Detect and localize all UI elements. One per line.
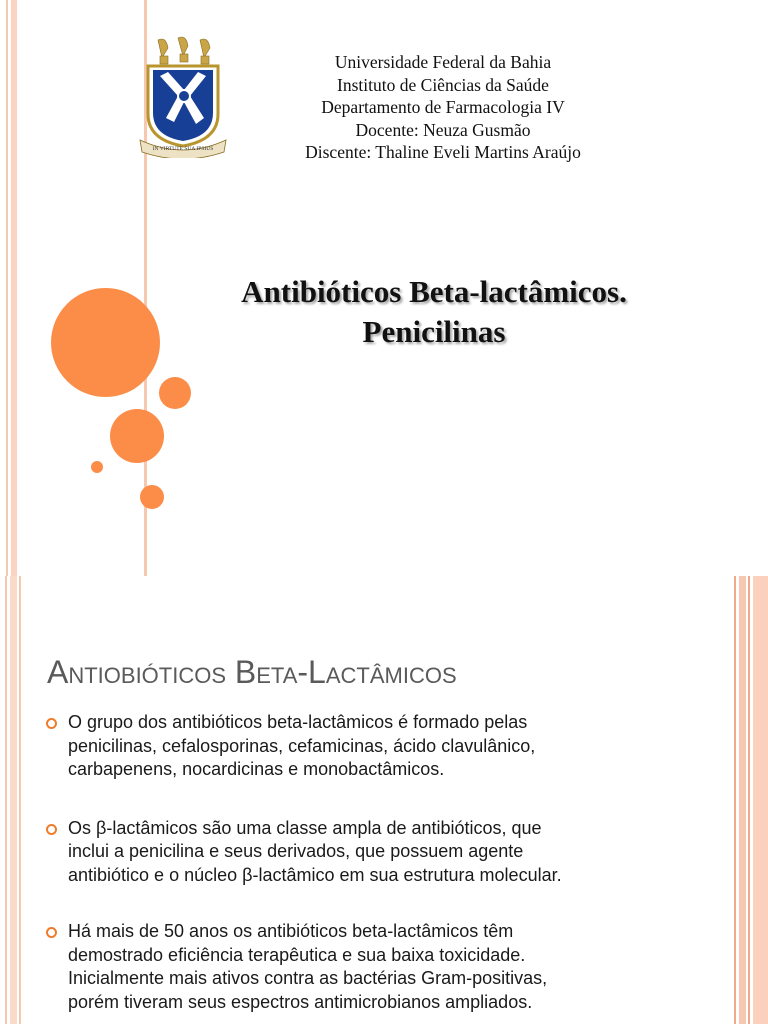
title-line-1: Antibióticos Beta-lactâmicos. [241,274,627,309]
bullet-item [46,817,726,888]
left-stripe [11,0,17,576]
crest-motto: IN VIRTUTE SUA IPSIUS [152,146,214,152]
department-name: Departamento de Farmacologia IV [321,97,565,117]
left-stripe [19,576,21,1024]
bullet-item [46,920,726,1014]
university-name: Universidade Federal da Bahia [334,52,552,72]
decorative-circle-tiny [91,461,103,473]
bullet-text: Há mais de 50 anos os antibióticos beta-lactâmicos têm demostrado eficiência terapêutica e sua baixa toxicidade. Inicialmente mais ativos contra as bactérias Gram-positivas, porém tiveram seus espectros antimicrobianos ampliados. [68,921,548,1012]
bullet-text: O grupo dos antibióticos beta-lactâmicos é formado pelas penicilinas, cefalosporinas, cefamicinas, ácido clavulânico, carbapenens, nocardicinas e monobactâmicos. [68,712,536,779]
decorative-circle-small [159,377,191,409]
bullet-item [46,711,726,782]
decorative-circle-small [140,485,164,509]
right-stripe [753,576,768,1024]
right-stripe [748,576,750,1024]
bullet-text: Os β-lactâmicos são uma classe ampla de antibióticos, que inclui a penicilina e seus derivados, que possuem agente antibiótico e o núcleo β-lactâmico em sua estrutura molecular. [68,817,562,885]
student-name: Discente: Thaline Eveli Martins Araújo [305,142,581,162]
bullet-list [46,711,726,1014]
institute-name: Instituto de Ciências da Saúde [337,74,549,95]
institution-header [252,51,634,164]
decorative-circle-large [51,288,160,397]
bullet-circle-icon [46,718,57,729]
slide-2-title: Antiobióticos Beta-Lactâmicos [47,654,457,690]
left-stripe [5,576,7,1024]
bullet-circle-icon [46,927,57,938]
left-stripe [10,576,17,1024]
title-line-2: Penicilinas [362,314,506,349]
bullet-circle-icon [46,824,57,835]
right-stripe [734,576,736,1024]
decorative-circle-medium [110,409,164,463]
slide-1-title [150,272,718,352]
teacher-name: Docente: Neuza Gusmão [355,119,531,140]
right-stripe [739,576,746,1024]
left-stripe [6,0,8,576]
university-crest-logo [138,36,228,158]
